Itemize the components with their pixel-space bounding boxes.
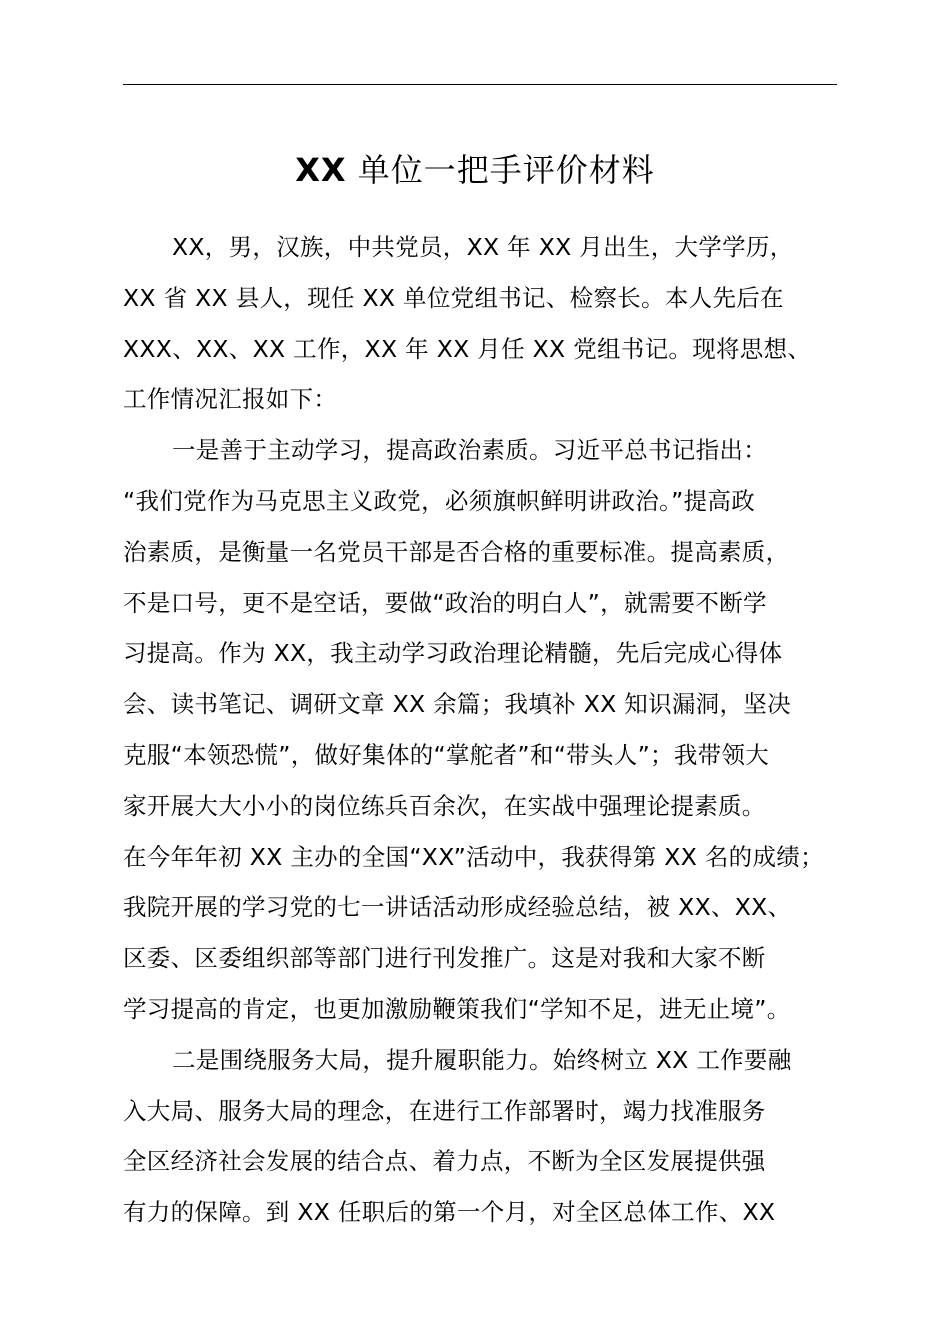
paragraph-line: 会、读书笔记、调研文章 XX 余篇；我填补 XX 知识漏洞，坚决 [123,690,791,719]
paragraph-line: 有力的保障。到 XX 任职后的第一个月，对全区总体工作、XX [123,1198,776,1227]
paragraph-line: 学习提高的肯定，也更加激励鞭策我们“学知不足，进无止境”。 [123,994,791,1023]
paragraph-line: XX 省 XX 县人，现任 XX 单位党组书记、检察长。本人先后在 [123,283,784,312]
title-text: 单位一把手评价材料 [346,151,655,189]
paragraph-line: XX，男，汉族，中共党员，XX 年 XX 月出生，大学学历， [172,233,794,261]
paragraph-line: 二是围绕服务大局，提升履职能力。始终树立 XX 工作要融 [172,1045,792,1074]
paragraph-line: 治素质，是衡量一名党员干部是否合格的重要标准。提高素质， [123,537,790,566]
header-rule [123,84,837,85]
paragraph-line: 全区经济社会发展的结合点、着力点，不断为全区发展提供强 [123,1147,766,1176]
paragraph-line: 工作情况汇报如下： [123,385,338,414]
paragraph-line: “我们党作为马克思主义政党，必须旗帜鲜明讲政治。”提高政 [123,486,755,515]
paragraph-line: 入大局、服务大局的理念，在进行工作部署时，竭力找准服务 [123,1096,766,1125]
document-body [123,222,863,1238]
title-prefix: XX [295,151,347,189]
paragraph-line: 家开展大大小小的岗位练兵百余次，在实战中强理论提素质。 [123,791,766,820]
paragraph-line: 我院开展的学习党的七一讲话活动形成经验总结，被 XX、XX、 [123,893,792,922]
paragraph-line: 一是善于主动学习，提高政治素质。习近平总书记指出： [172,436,767,465]
document-title [0,146,950,194]
paragraph-line: 在今年年初 XX 主办的全国“XX”活动中，我获得第 XX 名的成绩； [123,842,824,871]
paragraph-line: 不是口号，更不是空话，要做“政治的明白人”，就需要不断学 [123,588,767,617]
paragraph-line: 克服“本领恐慌”，做好集体的“掌舵者”和“带头人”；我带领大 [123,740,770,769]
paragraph-line: 区委、区委组织部等部门进行刊发推广。这是对我和大家不断 [123,944,766,973]
paragraph-line: XXX、XX、XX 工作，XX 年 XX 月任 XX 党组书记。现将思想、 [123,334,812,363]
paragraph-line: 习提高。作为 XX，我主动学习政治理论精髓，先后完成心得体 [123,639,783,668]
